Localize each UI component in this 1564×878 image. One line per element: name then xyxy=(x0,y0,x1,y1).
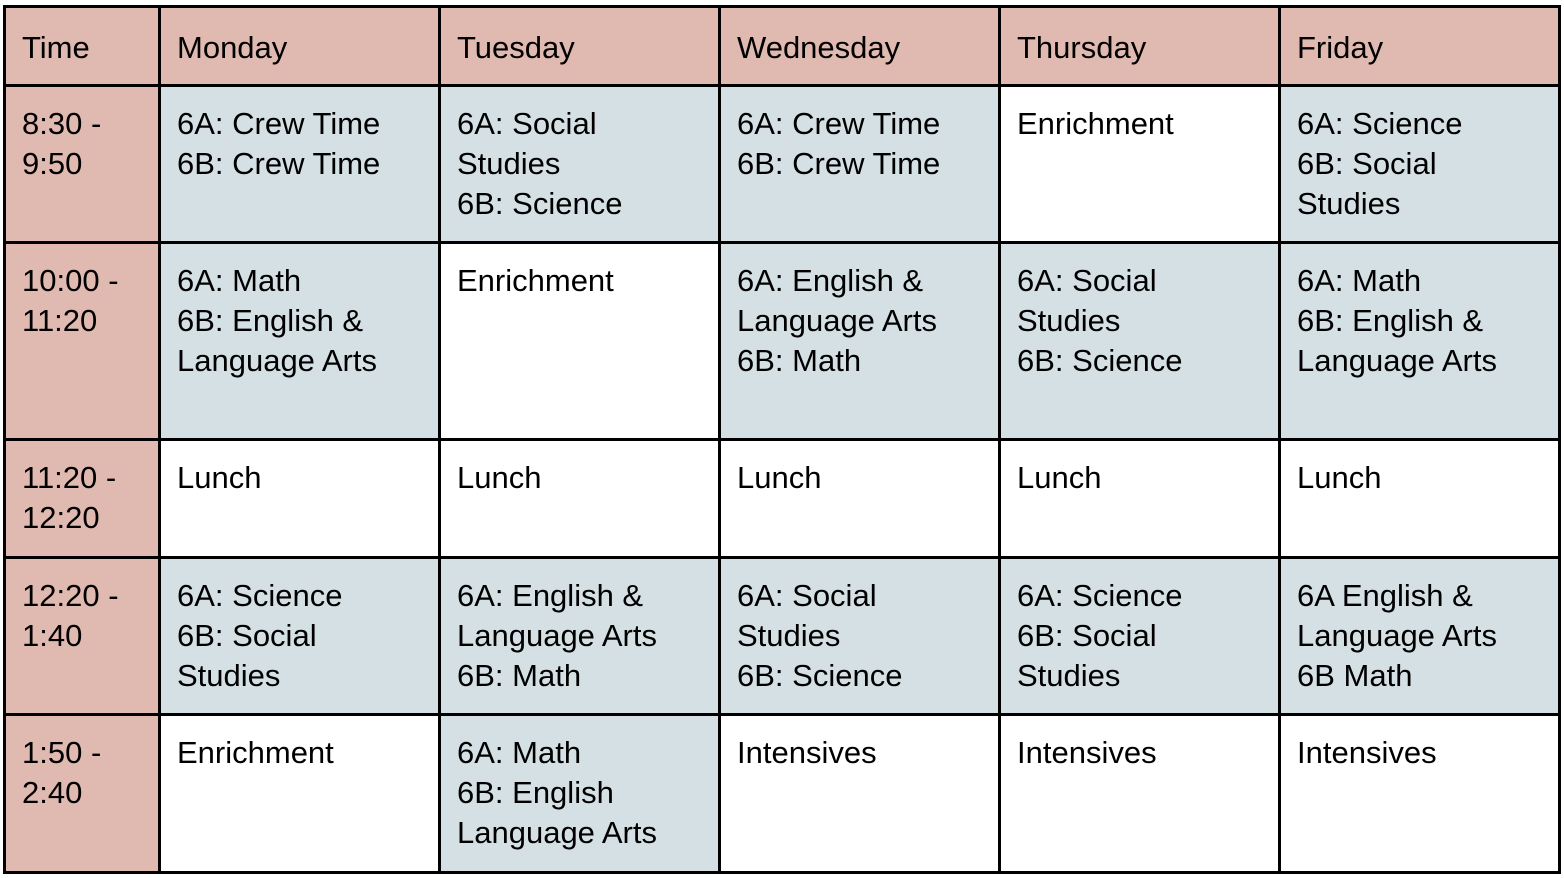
schedule-cell-line: 6B: Science xyxy=(457,186,623,221)
schedule-cell-line: 6B: Math xyxy=(737,343,862,378)
schedule-cell-line: Intensives xyxy=(737,735,877,770)
schedule-cell-line: Language Arts xyxy=(457,815,657,850)
schedule-cell-line: Studies xyxy=(1017,658,1121,693)
schedule-cell-line: Language Arts xyxy=(1297,343,1497,378)
schedule-row xyxy=(5,243,1560,440)
schedule-cell xyxy=(1280,243,1560,440)
time-slot-cell xyxy=(5,558,160,715)
schedule-cell-line: Language Arts xyxy=(177,343,377,378)
time-slot-line: 2:40 xyxy=(22,775,83,810)
schedule-cell-line: 6A: English & xyxy=(457,578,644,613)
schedule-cell-line: 6B: English & xyxy=(177,303,364,338)
header-tuesday: Tuesday xyxy=(440,7,720,86)
schedule-row xyxy=(5,558,1560,715)
schedule-cell-line: Lunch xyxy=(177,460,262,495)
header-monday: Monday xyxy=(160,7,440,86)
schedule-cell-line: 6A: Social xyxy=(737,578,877,613)
schedule-cell-line: Studies xyxy=(457,146,561,181)
schedule-cell-line: 6B: Crew Time xyxy=(737,146,941,181)
schedule-cell-line: 6A: Math xyxy=(1297,263,1422,298)
schedule-cell-line: Intensives xyxy=(1017,735,1157,770)
time-slot-cell xyxy=(5,243,160,440)
header-friday: Friday xyxy=(1280,7,1560,86)
schedule-cell-line: 6A: Science xyxy=(177,578,343,613)
schedule-cell-line: 6B: Social xyxy=(1297,146,1437,181)
schedule-cell-line: Lunch xyxy=(457,460,542,495)
schedule-cell-line: Studies xyxy=(1017,303,1121,338)
schedule-cell xyxy=(160,558,440,715)
schedule-cell-line: Language Arts xyxy=(457,618,657,653)
schedule-cell-line: 6A: English & xyxy=(737,263,924,298)
header-row xyxy=(5,7,1560,86)
schedule-cell xyxy=(440,86,720,243)
schedule-cell-line: 6A: Science xyxy=(1297,106,1463,141)
schedule-cell-line: 6A: Social xyxy=(1017,263,1157,298)
schedule-cell xyxy=(440,243,720,440)
schedule-cell-line: 6A English & xyxy=(1297,578,1473,613)
time-slot-cell xyxy=(5,715,160,873)
schedule-cell-line: 6B: Social xyxy=(177,618,317,653)
schedule-cell xyxy=(1000,440,1280,558)
schedule-cell xyxy=(160,440,440,558)
schedule-cell xyxy=(720,243,1000,440)
schedule-cell xyxy=(720,440,1000,558)
schedule-row xyxy=(5,440,1560,558)
schedule-row xyxy=(5,86,1560,243)
schedule-cell-line: 6B: English xyxy=(457,775,614,810)
schedule-cell-line: 6B: Social xyxy=(1017,618,1157,653)
schedule-cell-line: Enrichment xyxy=(1017,106,1174,141)
schedule-cell xyxy=(1000,558,1280,715)
time-slot-line: 12:20 - xyxy=(22,578,119,613)
schedule-cell-line: 6A: Science xyxy=(1017,578,1183,613)
header-time: Time xyxy=(5,7,160,86)
schedule-cell-line: Enrichment xyxy=(457,263,614,298)
schedule-cell-line: Intensives xyxy=(1297,735,1437,770)
schedule-cell-line: Lunch xyxy=(737,460,822,495)
schedule-cell xyxy=(720,86,1000,243)
time-slot-line: 10:00 - xyxy=(22,263,119,298)
schedule-cell xyxy=(1280,86,1560,243)
schedule-cell xyxy=(440,715,720,873)
schedule-cell xyxy=(440,558,720,715)
time-slot-cell xyxy=(5,86,160,243)
schedule-cell-line: Lunch xyxy=(1017,460,1102,495)
time-slot-line: 8:30 - xyxy=(22,106,102,141)
schedule-cell xyxy=(1000,86,1280,243)
schedule-cell-line: 6B: Science xyxy=(1017,343,1183,378)
schedule-cell xyxy=(160,715,440,873)
time-slot-line: 1:50 - xyxy=(22,735,102,770)
time-slot-line: 11:20 - xyxy=(22,460,117,495)
schedule-cell xyxy=(1000,715,1280,873)
schedule-cell-line: 6A: Math xyxy=(457,735,582,770)
schedule-cell-line: 6A: Crew Time xyxy=(177,106,381,141)
header-thursday: Thursday xyxy=(1000,7,1280,86)
schedule-cell-line: Studies xyxy=(177,658,281,693)
time-slot-line: 11:20 xyxy=(22,303,98,338)
schedule-cell-line: Studies xyxy=(737,618,841,653)
schedule-cell xyxy=(1280,440,1560,558)
schedule-body xyxy=(5,86,1560,873)
schedule-cell-line: 6A: Crew Time xyxy=(737,106,941,141)
time-slot-line: 12:20 xyxy=(22,500,100,535)
schedule-cell-line: Lunch xyxy=(1297,460,1382,495)
schedule-cell xyxy=(720,715,1000,873)
schedule-cell xyxy=(1000,243,1280,440)
schedule-cell-line: 6B: Science xyxy=(737,658,903,693)
time-slot-cell xyxy=(5,440,160,558)
schedule-row xyxy=(5,715,1560,873)
schedule-table xyxy=(3,5,1561,874)
schedule-cell-line: Language Arts xyxy=(1297,618,1497,653)
schedule-cell xyxy=(160,86,440,243)
schedule-cell-line: Enrichment xyxy=(177,735,334,770)
schedule-cell-line: 6B: Crew Time xyxy=(177,146,381,181)
schedule-cell xyxy=(440,440,720,558)
schedule-cell xyxy=(720,558,1000,715)
schedule-cell-line: Language Arts xyxy=(737,303,937,338)
schedule-cell xyxy=(1280,715,1560,873)
schedule-cell-line: 6A: Social xyxy=(457,106,597,141)
schedule-cell-line: Studies xyxy=(1297,186,1401,221)
schedule-cell xyxy=(160,243,440,440)
schedule-cell-line: 6B Math xyxy=(1297,658,1413,693)
header-wednesday: Wednesday xyxy=(720,7,1000,86)
schedule-cell-line: 6B: Math xyxy=(457,658,582,693)
time-slot-line: 1:40 xyxy=(22,618,83,653)
time-slot-line: 9:50 xyxy=(22,146,83,181)
schedule-cell-line: 6A: Math xyxy=(177,263,302,298)
schedule-cell xyxy=(1280,558,1560,715)
schedule-cell-line: 6B: English & xyxy=(1297,303,1484,338)
